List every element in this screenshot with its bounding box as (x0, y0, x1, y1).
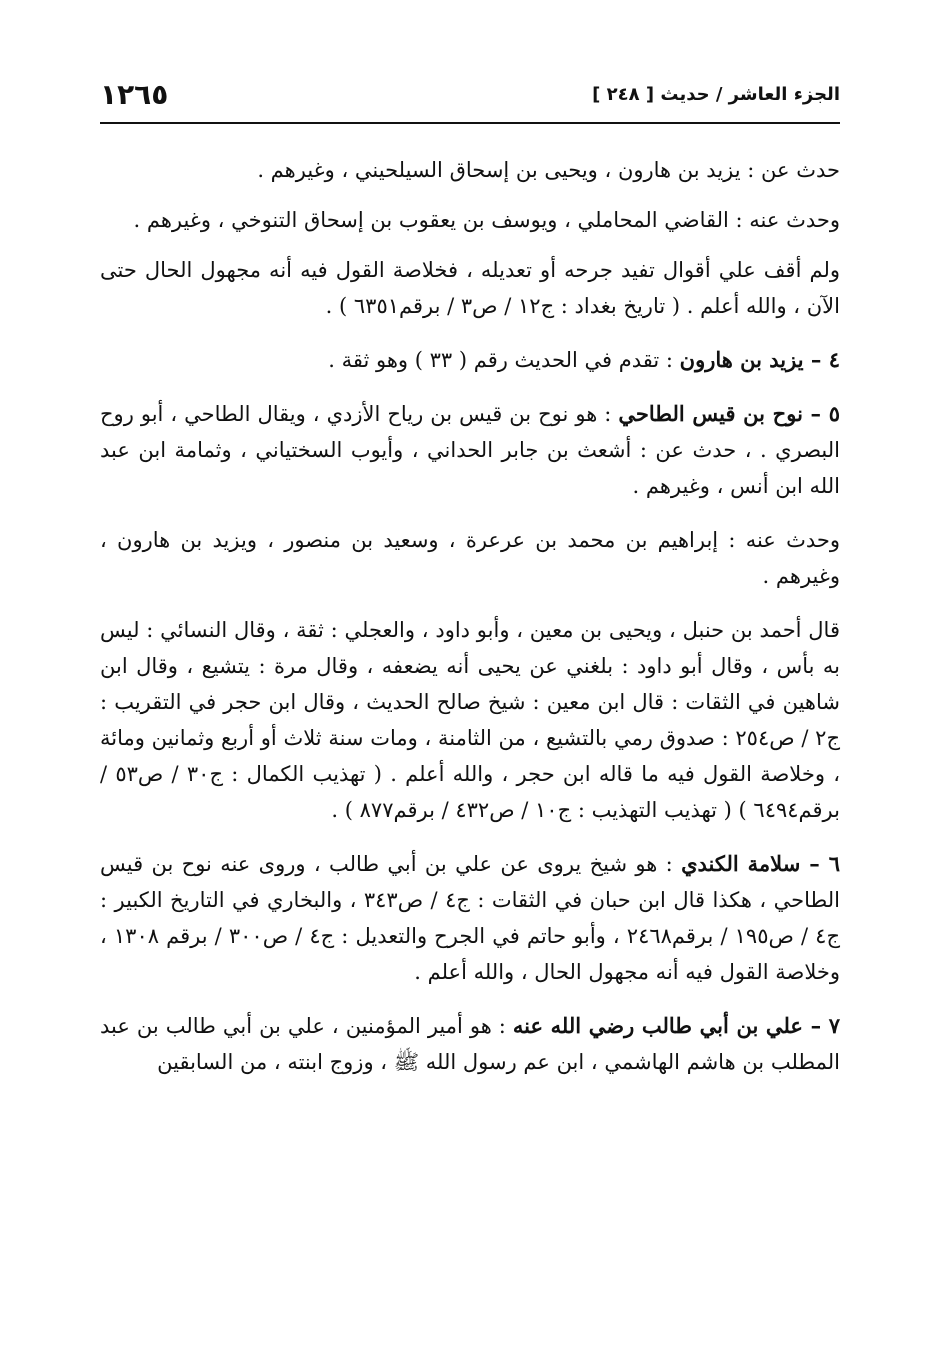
paragraph (100, 152, 840, 188)
page-number: ١٢٦٥ (100, 78, 169, 111)
page-header (100, 78, 840, 124)
paragraph (100, 522, 840, 594)
narrator-entry (100, 1008, 840, 1080)
page-body (100, 152, 840, 1098)
paragraph-text: قال أحمد بن حنبل ، ويحيى بن معين ، وأبو داود ، والعجلي : ثقة ، وقال النسائي : ليس به بأس ، وقال أبو داود : بلغني عن يحيى أنه يضعفه ، وقال مرة : يتشيع ، وقال ابن شاهين في الثقات : قال ابن معين : شيخ صالح الحديث ، وقال ابن حجر في التقريب : ج٢ / ص٢٥٤ : صدوق رمي بالتشيع ، من الثامنة ، ومات سنة ثلاث أو أربع وثمانين ومائة ، وخلاصة القول فيه ما قاله ابن حجر ، والله أعلم . ( تهذيب الكمال : ج٣٠ / ص٥٣ / برقم٦٤٩٤ ) ( تهذيب التهذيب : ج١٠ / ص٤٣٢ / برقم٨٧٧ ) . (100, 618, 840, 822)
paragraph-text: ولم أقف علي أقوال تفيد جرحه أو تعديله ، فخلاصة القول فيه أنه مجهول الحال حتى الآن ، والله أعلم . ( تاريخ بغداد : ج١٢ / ص٣ / برقم٦٣٥١ ) . (100, 258, 840, 318)
narrator-heading: ٦ – سلامة الكندي (681, 851, 840, 876)
paragraph (100, 612, 840, 828)
narrator-entry (100, 342, 840, 378)
narrator-heading: ٤ – يزيد بن هارون (679, 347, 840, 372)
paragraph-text: حدث عن : يزيد بن هارون ، ويحيى بن إسحاق السيلحيني ، وغيرهم . (257, 158, 840, 182)
paragraph (100, 202, 840, 238)
narrator-heading: ٧ – علي بن أبي طالب رضي الله عنه (512, 1013, 840, 1038)
paragraph (100, 252, 840, 324)
paragraph-text: : تقدم في الحديث رقم ( ٣٣ ) وهو ثقة . (328, 348, 680, 372)
paragraph-text: وحدث عنه : القاضي المحاملي ، ويوسف بن يعقوب بن إسحاق التنوخي ، وغيرهم . (133, 208, 840, 232)
narrator-entry (100, 396, 840, 504)
header-rule (100, 122, 840, 124)
paragraph-text: : هو شيخ يروى عن علي بن أبي طالب ، وروى عنه نوح بن قيس الطاحي ، هكذا قال ابن حبان في الثقات : ج٤ / ص٣٤٣ ، والبخاري في التاريخ الكبير : ج٤ / ص١٩٥ / برقم٢٤٦٨ ، وأبو حاتم في الجرح والتعديل : ج٤ / ص٣٠٠ / برقم ١٣٠٨ ، وخلاصة القول فيه أنه مجهول الحال ، والله أعلم . (100, 852, 840, 984)
paragraph-text: وحدث عنه : إبراهيم بن محمد بن عرعرة ، وسعيد بن منصور ، ويزيد بن هارون ، وغيرهم . (100, 528, 840, 588)
narrator-entry (100, 846, 840, 990)
running-title: الجزء العاشر / حديث [ ٢٤٨ ] (592, 84, 840, 105)
paragraph-text: : هو أمير المؤمنين ، علي بن أبي طالب بن عبد المطلب بن هاشم الهاشمي ، ابن عم رسول الله ﷺ ، وزوج ابنته ، من السابقين (100, 1014, 840, 1074)
paragraph-text: : هو نوح بن قيس بن رياح الأزدي ، ويقال الطاحي ، أبو روح البصري . ، حدث عن : أشعث بن جابر الحداني ، وأيوب السختياني ، وثمامة ابن عبد الله ابن أنس ، وغيرهم . (100, 402, 840, 498)
narrator-heading: ٥ – نوح بن قيس الطاحي (618, 401, 840, 426)
